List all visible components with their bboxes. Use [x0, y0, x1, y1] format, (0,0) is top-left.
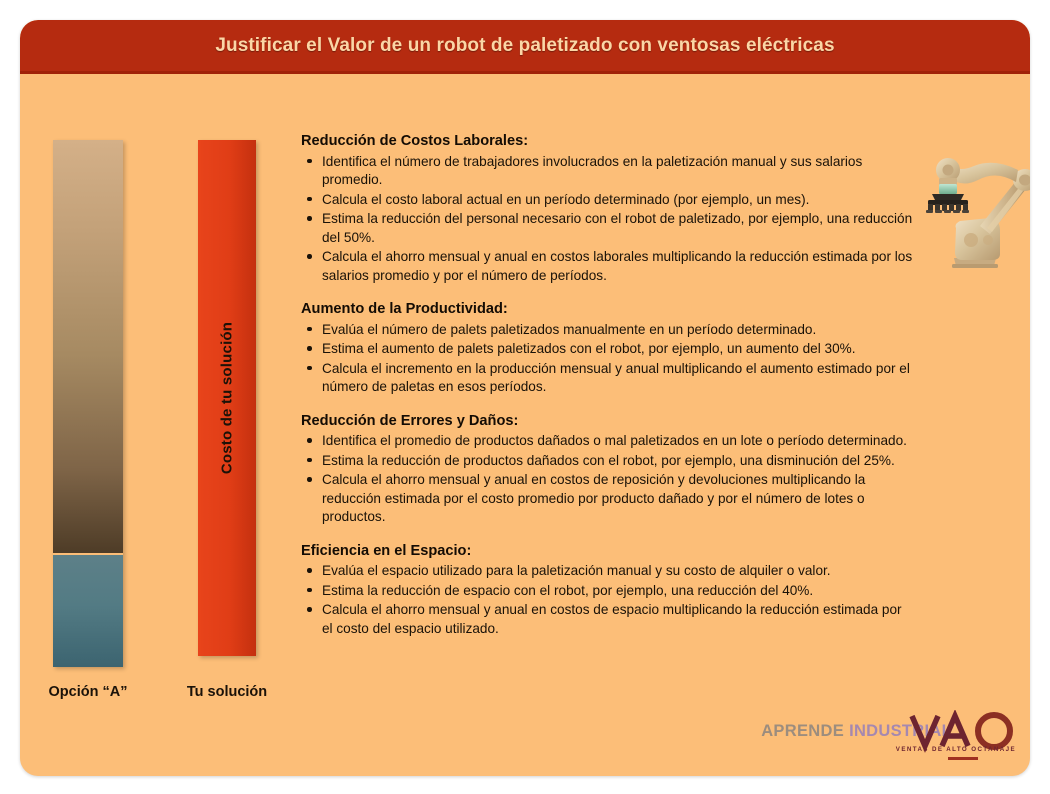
bullet-item	[301, 153, 913, 190]
bullet-dot-icon	[307, 477, 312, 482]
bullet-dot-icon	[307, 458, 312, 463]
bar-option-a-segment-extra	[53, 555, 123, 667]
bullet-text: Evalúa el espacio utilizado para la paletización manual y su costo de alquiler o valor.	[322, 563, 831, 579]
vao-logo-icon	[895, 710, 1018, 764]
section-heading: Aumento de la Productividad:	[301, 301, 508, 318]
bullet-dot-icon	[307, 197, 312, 202]
bullet-dot-icon	[307, 254, 312, 259]
content-section	[301, 132, 913, 285]
section-heading: Reducción de Costos Laborales:	[301, 133, 529, 149]
bullet-item	[301, 248, 913, 285]
content-sections	[301, 132, 913, 639]
bullet-item	[301, 582, 913, 600]
bullet-text: Calcula el ahorro mensual y anual en costos de reposición y devoluciones multiplicando la reducción estimada por el costo promedio por producto dañado y por el número de lotes o productos.	[322, 472, 866, 525]
bullet-dot-icon	[307, 159, 312, 164]
section-heading: Reducción de Errores y Daños:	[301, 412, 519, 429]
logo-industrial-text: INDUSTRIAL	[849, 722, 952, 740]
bullet-text: Calcula el incremento en la producción mensual y anual multiplicando el aumento estimado por el número de paletas en esos períodos.	[322, 360, 910, 395]
bullet-item	[301, 210, 913, 247]
bullet-text: Identifica el número de trabajadores involucrados en la paletización manual y sus salarios promedio.	[322, 153, 863, 188]
bullet-dot-icon	[307, 438, 312, 443]
bullet-text: Estima la reducción de productos dañados con el robot, por ejemplo, una disminución del 25%.	[322, 452, 895, 468]
page-title: Justificar el Valor de un robot de paletizado con ventosas eléctricas	[215, 35, 835, 56]
slide-header-bar	[20, 20, 1030, 74]
slide-canvas	[20, 20, 1030, 776]
bar-your-solution-inline-label: Costo de tu solución	[218, 321, 236, 475]
bullet-dot-icon	[307, 216, 312, 221]
bullet-item	[301, 360, 913, 397]
bullet-dot-icon	[307, 366, 312, 371]
bullet-text: Identifica el promedio de productos dañados o mal paletizados en un lote o período determinado.	[322, 433, 907, 449]
bullet-text: Calcula el ahorro mensual y anual en costos laborales multiplicando la reducción estimada por los salarios promedio y por el número de períodos.	[322, 249, 913, 283]
vao-logo-underline	[948, 757, 978, 760]
bullet-text: Calcula el ahorro mensual y anual en costos de espacio multiplicando la reducción estimada por el costo del espacio utilizado.	[322, 602, 902, 636]
bullet-text: Evalúa el número de palets paletizados manualmente en un período determinado.	[322, 321, 817, 337]
vao-logo-tagline: VENTAS DE ALTO OCTANAJE	[895, 746, 1016, 753]
bullet-dot-icon	[307, 607, 312, 612]
bullet-item	[301, 452, 913, 470]
bullet-text: Estima el aumento de palets paletizados con el robot, por ejemplo, un aumento del 30%.	[322, 341, 856, 357]
content-section	[301, 542, 913, 639]
bullet-dot-icon	[307, 568, 312, 573]
palletizing-robot-illustration	[908, 140, 1030, 272]
bar-your-solution	[198, 140, 256, 656]
bullet-text: Calcula el costo laboral actual en un período determinado (por ejemplo, un mes).	[322, 191, 810, 207]
bullet-text: Estima la reducción de espacio con el robot, por ejemplo, una reducción del 40%.	[322, 582, 814, 598]
axis-label-option-a: Opción “A”	[48, 684, 128, 700]
axis-label-your-solution: Tu solución	[186, 684, 268, 700]
footer-branding	[20, 710, 1030, 776]
bullet-item	[301, 562, 913, 580]
section-bullet-list	[301, 153, 913, 285]
cost-comparison-chart	[20, 74, 285, 776]
bullet-item	[301, 321, 913, 339]
bullet-dot-icon	[307, 588, 312, 593]
section-bullet-list	[301, 562, 913, 638]
bullet-item	[301, 471, 913, 526]
bullet-item	[301, 340, 913, 358]
bullet-item	[301, 191, 913, 209]
bar-option-a-segment-base	[53, 140, 123, 553]
bullet-item	[301, 432, 913, 450]
bullet-text: Estima la reducción del personal necesario con el robot de paletizado, por ejemplo, una reducción del 50%.	[322, 211, 913, 245]
bar-option-a	[53, 140, 123, 667]
section-bullet-list	[301, 321, 913, 397]
logo-aprende-text: APRENDE	[761, 722, 844, 740]
bullet-dot-icon	[307, 346, 312, 351]
content-section	[301, 300, 913, 397]
bullet-dot-icon	[307, 327, 312, 332]
bullet-item	[301, 601, 913, 638]
section-heading: Eficiencia en el Espacio:	[301, 542, 472, 559]
content-section	[301, 412, 913, 527]
section-bullet-list	[301, 432, 913, 526]
